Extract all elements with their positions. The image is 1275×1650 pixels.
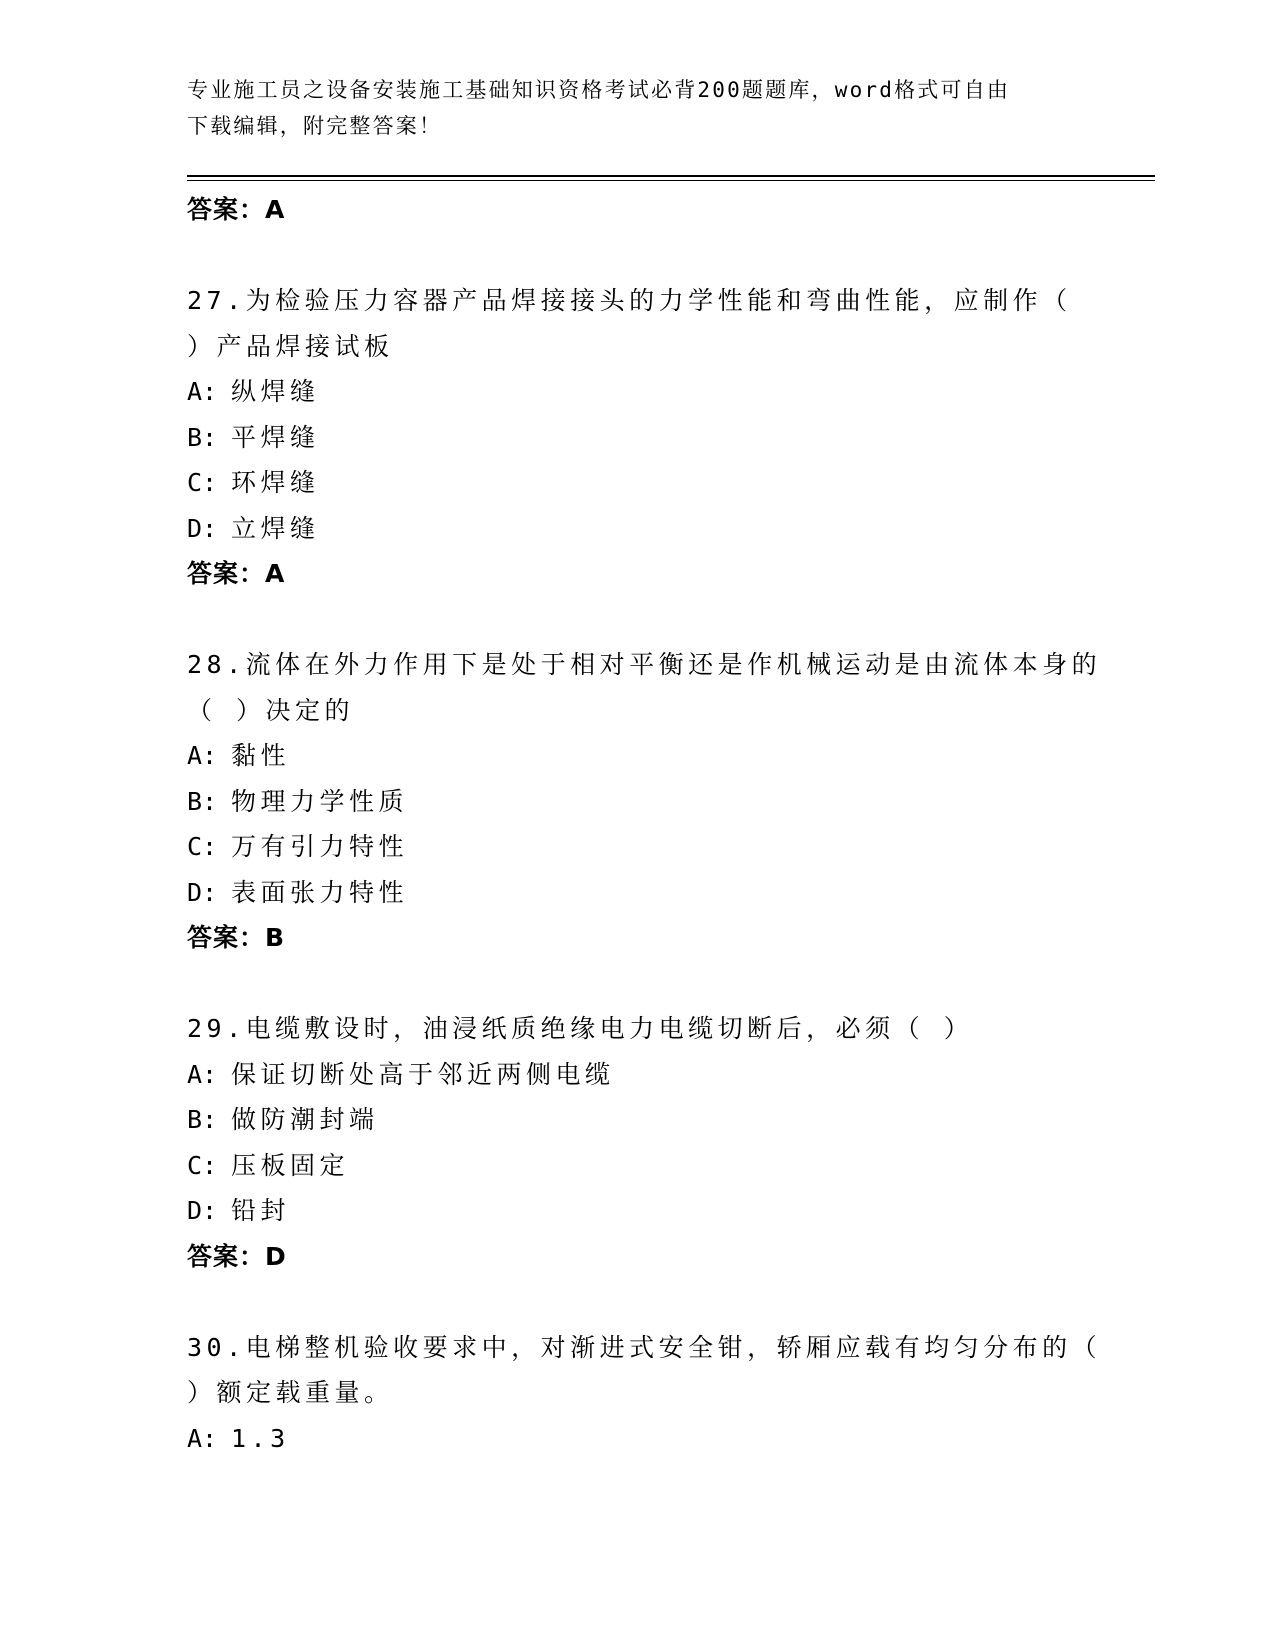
option-letter: B: (187, 786, 218, 816)
option-text: 压板固定 (231, 1150, 350, 1180)
option-a (187, 733, 1187, 779)
option-letter: B: (187, 422, 218, 452)
question-27 (187, 278, 1187, 597)
question-text: ）产品焊接试板 (187, 331, 394, 361)
spacer (187, 597, 1187, 642)
previous-answer: 答案：A (187, 195, 286, 224)
option-c (187, 460, 1187, 506)
option-text: 万有引力特性 (231, 832, 409, 861)
option-d (187, 870, 1187, 916)
option-letter: C: (187, 468, 218, 497)
option-letter: B: (187, 1105, 218, 1134)
option-letter: A: (187, 377, 218, 406)
option-b (187, 779, 1187, 825)
question-text: ）额定载重量。 (187, 1378, 394, 1407)
document-header (187, 72, 1087, 144)
question-text: （ ）决定的 (187, 695, 355, 725)
option-letter: D: (187, 513, 218, 543)
option-text: 物理力学性质 (231, 786, 409, 816)
option-b (187, 415, 1187, 461)
question-30 (187, 1325, 1187, 1462)
option-text: 表面张力特性 (231, 877, 409, 907)
option-d (187, 506, 1187, 552)
answer: 答案：A (187, 559, 286, 588)
option-a (187, 1416, 1187, 1462)
option-a (187, 1052, 1187, 1098)
option-text: 铅封 (231, 1196, 291, 1225)
question-29 (187, 1006, 1187, 1280)
question-list (187, 187, 1187, 1461)
option-text: 平焊缝 (231, 422, 320, 452)
option-text: 1.3 (231, 1423, 290, 1453)
header-line-1: 专业施工员之设备安装施工基础知识资格考试必背200题题库，word格式可自由 (187, 78, 1011, 102)
option-a (187, 369, 1187, 415)
option-text: 黏性 (231, 741, 291, 770)
option-text: 纵焊缝 (231, 377, 320, 406)
option-letter: A: (187, 741, 218, 770)
header-rule-thick (187, 175, 1155, 177)
question-text: 28.流体在外力作用下是处于相对平衡还是作机械运动是由流体本身的 (187, 650, 1102, 679)
header-rule-thin (187, 180, 1155, 181)
answer: 答案：D (187, 1241, 287, 1271)
option-d (187, 1188, 1187, 1234)
question-text: 29.电缆敷设时，油浸纸质绝缘电力电缆切断后，必须（ ） (187, 1014, 974, 1043)
option-letter: D: (187, 877, 218, 907)
option-c (187, 824, 1187, 870)
spacer (187, 233, 1187, 278)
spacer (187, 961, 1187, 1006)
option-text: 做防潮封端 (231, 1105, 379, 1134)
option-c (187, 1143, 1187, 1189)
option-letter: C: (187, 1150, 218, 1180)
question-28 (187, 642, 1187, 961)
header-line-2: 下载编辑，附完整答案！ (187, 114, 443, 138)
option-letter: A: (187, 1423, 218, 1453)
option-text: 环焊缝 (231, 468, 320, 497)
option-letter: C: (187, 832, 218, 861)
spacer (187, 1280, 1187, 1325)
option-text: 立焊缝 (231, 513, 320, 543)
question-text: 27.为检验压力容器产品焊接接头的力学性能和弯曲性能，应制作（ (187, 286, 1072, 315)
option-text: 保证切断处高于邻近两侧电缆 (231, 1059, 615, 1089)
option-b (187, 1097, 1187, 1143)
answer: 答案：B (187, 923, 286, 952)
option-letter: A: (187, 1059, 218, 1089)
question-text: 30.电梯整机验收要求中，对渐进式安全钳，轿厢应载有均匀分布的（ (187, 1332, 1102, 1362)
option-letter: D: (187, 1196, 218, 1225)
